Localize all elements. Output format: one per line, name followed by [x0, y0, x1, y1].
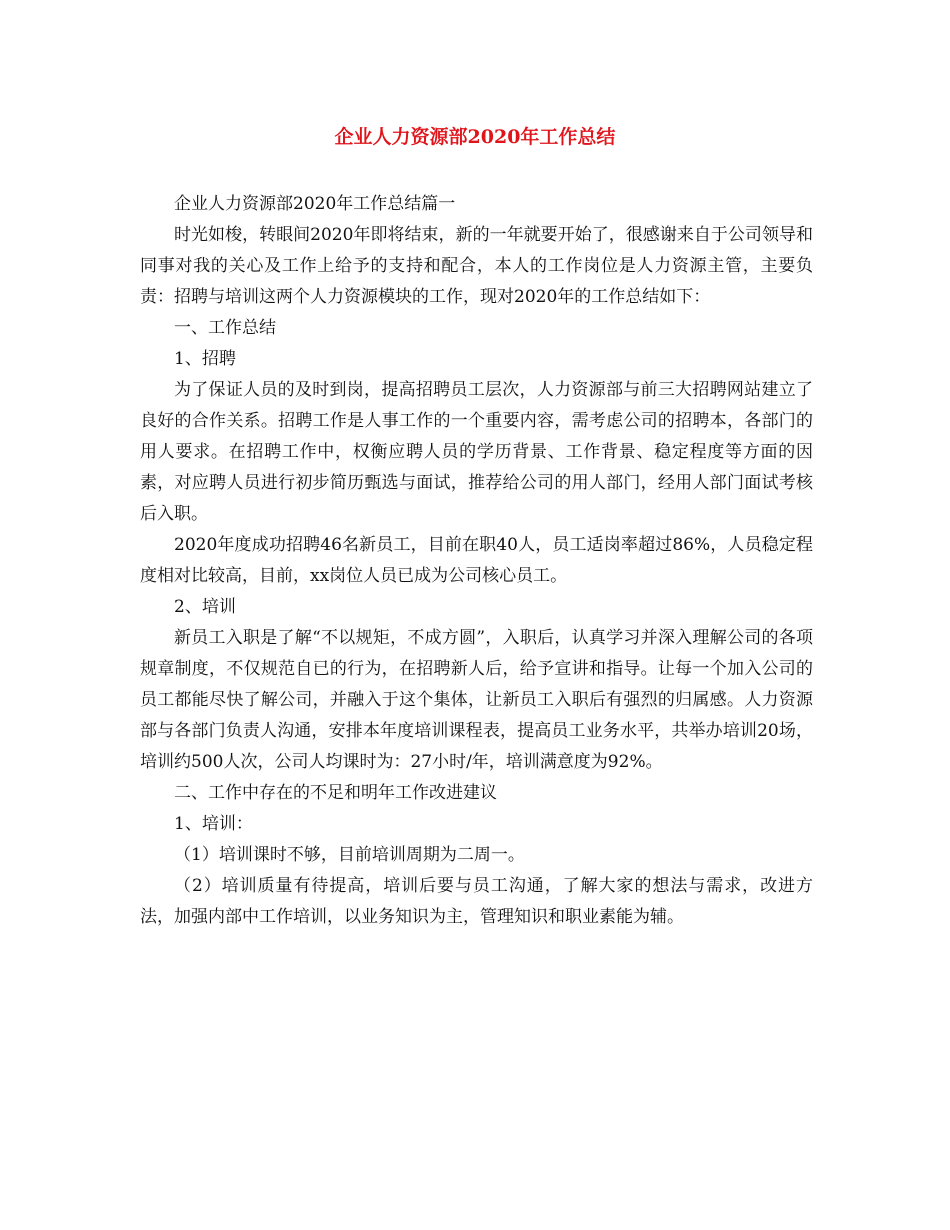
document-body: [140, 189, 813, 933]
subsection-heading: 1、招聘: [174, 349, 236, 369]
paragraph: 时光如梭，转眼间2020年即将结束，新的一年就要开始了，很感谢来自于公司领导和同事对我的关心及工作上给予的支持和配合，本人的工作岗位是人力资源主管，主要负责：招聘与培训这两个人力资源模块的工作，现对2020年的工作总结如下：: [140, 225, 813, 307]
subsection-heading: 2、培训: [174, 597, 236, 617]
subsection-heading: 1、培训：: [174, 814, 253, 834]
list-item: （1）培训课时不够，目前培训周期为二周一。: [174, 845, 525, 865]
section-heading: 企业人力资源部2020年工作总结篇一: [174, 194, 456, 214]
paragraph: 2020年度成功招聘46名新员工，目前在职40人，员工适岗率超过86%，人员稳定程度相对比较高，目前，xx岗位人员已成为公司核心员工。: [140, 535, 813, 586]
paragraph: 为了保证人员的及时到岗，提高招聘员工层次，人力资源部与前三大招聘网站建立了良好的合作关系。招聘工作是人事工作的一个重要内容，需考虑公司的招聘本，各部门的用人要求。在招聘工作中，权衡应聘人员的学历背景、工作背景、稳定程度等方面的因素，对应聘人员进行初步简历甄选与面试，推荐给公司的用人部门，经用人部门面试考核后入职。: [140, 380, 813, 524]
list-item: （2）培训质量有待提高，培训后要与员工沟通，了解大家的想法与需求，改进方法，加强内部中工作培训，以业务知识为主，管理知识和职业素能为辅。: [140, 876, 813, 927]
document-title: 企业人力资源部2020年工作总结: [334, 126, 616, 148]
paragraph: 新员工入职是了解“不以规矩，不成方圆”，入职后，认真学习并深入理解公司的各项规章制度，不仅规范自已的行为，在招聘新人后，给予宣讲和指导。让每一个加入公司的员工都能尽快了解公司，并融入于这个集体，让新员工入职后有强烈的归属感。人力资源部与各部门负责人沟通，安排本年度培训课程表，提高员工业务水平，共举办培训20场，培训约500人次，公司人均课时为：27小时/年，培训满意度为92%。: [140, 628, 813, 772]
section-heading: 一、工作总结: [174, 318, 276, 338]
section-heading: 二、工作中存在的不足和明年工作改进建议: [174, 783, 497, 803]
